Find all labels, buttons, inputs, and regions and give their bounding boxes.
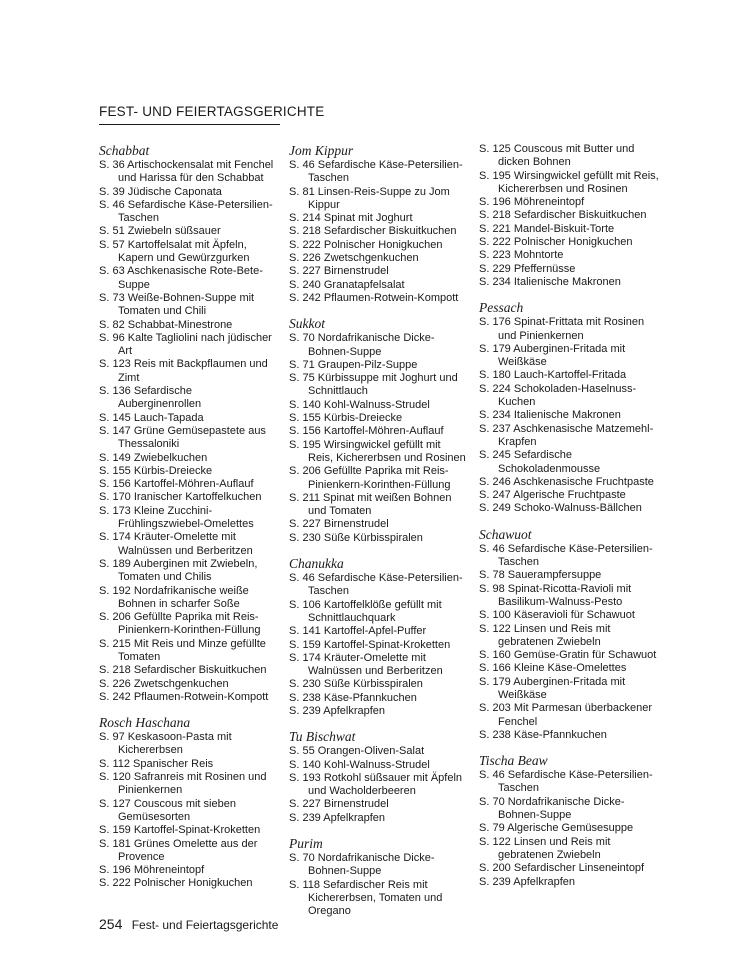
recipe-entry: S. 223 Mohntorte [479,249,564,262]
recipe-entry: S. 227 Birnenstrudel [289,265,389,278]
recipe-entry: S. 242 Pflaumen-Rotwein-Kompott [289,291,459,304]
recipe-entry: S. 206 Gefüllte Paprika mit Reis-Pinienkern-Korinthen-Füllung [289,465,451,491]
recipe-entry: S. 181 Grünes Omelette aus der Provence [99,837,258,863]
recipe-entry: S. 246 Aschkenasische Fruchtpaste [479,475,654,488]
recipe-entry: S. 234 Italienische Makronen [479,275,621,288]
recipe-entry: S. 174 Kräuter-Omelette mit Walnüssen und Berberitzen [289,651,443,678]
recipe-entry: S. 159 Kartoffel-Spinat-Kroketten [99,824,261,837]
recipe-entry: S. 123 Reis mit Backpflaumen und Zimt [99,358,268,384]
recipe-entry: S. 245 Sefardische Schokoladenmousse [479,449,601,475]
recipe-entry: S. 96 Kalte Tagliolini nach jüdischer Art [99,331,272,358]
recipe-entry: S. 222 Polnischer Honigkuchen [479,236,633,249]
recipe-entry: S. 189 Auberginen mit Zwiebeln, Tomaten und Chilis [99,557,258,584]
recipe-entry: S. 242 Pflaumen-Rotwein-Kompott [99,690,269,703]
section-title: Pessach [479,300,524,316]
holiday-section [289,556,467,718]
recipe-entry: S. 155 Kürbis-Dreiecke [289,412,403,425]
recipe-entry: S. 206 Gefüllte Paprika mit Reis-Pinienkern-Korinthen-Füllung [99,611,261,637]
recipe-entry: S. 106 Kartoffelklöße gefüllt mit Schnittlauchquark [289,598,442,624]
recipe-entry: S. 229 Pfeffernüsse [479,262,576,275]
recipe-entry: S. 238 Käse-Pfannkuchen [479,728,607,741]
recipe-entry: S. 46 Sefardische Käse-Petersilien-Taschen [99,198,273,225]
recipe-entry: S. 112 Spanischer Reis [99,757,214,770]
recipe-entry: S. 234 Italienische Makronen [479,409,621,422]
recipe-entry: S. 200 Sefardischer Linseneintopf [479,862,645,875]
recipe-entry: S. 70 Nordafrikanische Dicke-Bohnen-Suppe [289,852,435,878]
recipe-entry: S. 78 Sauerampfersuppe [479,569,602,582]
section-title: Tischa Beaw [479,753,548,769]
column-1 [99,143,277,902]
recipe-entry: S. 230 Süße Kürbisspiralen [289,678,423,691]
recipe-entry: S. 195 Wirsingwickel gefüllt mit Reis, Kichererbsen und Rosinen [289,438,466,464]
recipe-entry: S. 46 Sefardische Käse-Petersilien-Taschen [479,769,653,795]
recipe-entry: S. 227 Birnenstrudel [289,518,389,531]
recipe-entry: S. 147 Grüne Gemüsepastete aus Thessaloniki [99,424,266,451]
page-footer [99,916,278,932]
recipe-entry: S. 214 Spinat mit Joghurt [289,212,413,225]
column-2 [289,143,467,930]
recipe-entry: S. 211 Spinat mit weißen Bohnen und Tomaten [289,491,452,518]
recipe-entry: S. 63 Aschkenasische Rote-Bete-Suppe [99,265,263,291]
recipe-entry: S. 193 Rotkohl süßsauer mit Äpfeln und Wacholderbeeren [289,771,463,798]
holiday-section [99,143,277,704]
recipe-entry: S. 120 Safranreis mit Rosinen und Pinienkernen [99,771,267,797]
recipe-entry: S. 240 Granatapfelsalat [289,278,405,291]
recipe-entry: S. 160 Gemüse-Gratin für Schawuot [479,649,657,662]
recipe-entry: S. 57 Kartoffelsalat mit Äpfeln, Kapern und Gewürzgurken [99,238,250,265]
recipe-entry: S. 125 Couscous mit Butter und dicken Bohnen [479,143,635,169]
recipe-entry: S. 237 Aschkenasische Matzemehl-Krapfen [479,422,654,448]
page-number: 254 [99,916,123,932]
recipe-entry: S. 156 Kartoffel-Möhren-Auflauf [289,425,444,438]
recipe-entry: S. 179 Auberginen-Fritada mit Weißkäse [479,675,626,701]
recipe-entry: S. 79 Algerische Gemüsesuppe [479,822,634,835]
section-title: Schabbat [99,143,150,158]
recipe-entry: S. 98 Spinat-Ricotta-Ravioli mit Basilikum-Walnuss-Pesto [479,582,632,608]
recipe-entry: S. 155 Kürbis-Dreiecke [99,464,213,477]
recipe-entry: S. 227 Birnenstrudel [289,798,389,811]
section-title: Chanukka [289,556,344,572]
holiday-section [289,836,467,918]
recipe-entry: S. 36 Artischockensalat mit Fenchel und Harissa für den Schabbat [99,159,274,185]
recipe-entry: S. 70 Nordafrikanische Dicke-Bohnen-Suppe [479,795,625,822]
recipe-entry: S. 174 Kräuter-Omelette mit Walnüssen und Berberitzen [99,531,253,557]
heading-rule [99,124,280,125]
recipe-entry: S. 226 Zwetschgenkuchen [289,252,419,265]
recipe-entry: S. 179 Auberginen-Fritada mit Weißkäse [479,342,626,369]
recipe-entry: S. 195 Wirsingwickel gefüllt mit Reis, Kichererbsen und Rosinen [479,169,659,195]
recipe-entry: S. 218 Sefardischer Biskuitkuchen [99,664,267,677]
holiday-section [479,527,659,742]
recipe-entry: S. 238 Käse-Pfannkuchen [289,691,417,704]
recipe-entry: S. 247 Algerische Fruchtpaste [479,489,626,502]
recipe-entry: S. 215 Mit Reis und Minze gefüllte Tomaten [99,637,266,663]
recipe-entry: S. 140 Kohl-Walnuss-Strudel [289,398,430,411]
recipe-entry: S. 127 Couscous mit sieben Gemüsesorten [99,797,236,823]
page-heading: FEST- UND FEIERTAGSGERICHTE [99,104,325,119]
recipe-entry: S. 170 Iranischer Kartoffelkuchen [99,491,262,504]
section-title: Tu Bischwat [289,729,356,745]
recipe-entry: S. 39 Jüdische Caponata [99,185,222,198]
recipe-entry: S. 140 Kohl-Walnuss-Strudel [289,758,430,771]
recipe-entry: S. 230 Süße Kürbisspiralen [289,531,423,544]
recipe-entry: S. 73 Weiße-Bohnen-Suppe mit Tomaten und Chili [99,291,255,318]
recipe-entry: S. 196 Möhreneintopf [479,196,585,209]
recipe-entry: S. 192 Nordafrikanische weiße Bohnen in scharfer Soße [99,584,249,610]
recipe-entry: S. 100 Käseravioli für Schawuot [479,609,635,622]
recipe-entry: S. 218 Sefardischer Biskuitkuchen [289,225,457,238]
recipe-entry: S. 70 Nordafrikanische Dicke-Bohnen-Suppe [289,332,435,358]
recipe-entry: S. 122 Linsen und Reis mit gebratenen Zwiebeln [479,835,611,861]
holiday-section [479,143,659,289]
recipe-entry: S. 46 Sefardische Käse-Petersilien-Taschen [289,159,463,185]
recipe-entry: S. 46 Sefardische Käse-Petersilien-Taschen [479,542,653,569]
recipe-entry: S. 222 Polnischer Honigkuchen [99,877,253,890]
recipe-entry: S. 122 Linsen und Reis mit gebratenen Zwiebeln [479,622,611,648]
recipe-entry: S. 159 Kartoffel-Spinat-Kroketten [289,638,451,651]
recipe-entry: S. 166 Kleine Käse-Omelettes [479,662,627,675]
recipe-entry: S. 176 Spinat-Frittata mit Rosinen und Pinienkernen [479,316,645,342]
holiday-section [289,316,467,545]
recipe-entry: S. 203 Mit Parmesan überbackener Fenchel [479,702,653,728]
recipe-entry: S. 239 Apfelkrapfen [289,704,386,717]
recipe-entry: S. 118 Sefardischer Reis mit Kichererbsen, Tomaten und Oregano [289,878,443,918]
recipe-entry: S. 145 Lauch-Tapada [99,411,204,424]
recipe-entry: S. 218 Sefardischer Biskuitkuchen [479,209,647,222]
recipe-entry: S. 55 Orangen-Oliven-Salat [289,745,425,758]
recipe-entry: S. 249 Schoko-Walnuss-Bällchen [479,502,642,515]
recipe-entry: S. 196 Möhreneintopf [99,864,205,877]
section-title: Purim [289,836,323,852]
recipe-entry: S. 224 Schokoladen-Haselnuss-Kuchen [479,382,637,409]
section-title: Jom Kippur [289,143,354,158]
holiday-section [479,753,659,889]
recipe-entry: S. 180 Lauch-Kartoffel-Fritada [479,369,627,382]
recipe-entry: S. 51 Zwiebeln süßsauer [99,225,221,238]
recipe-entry: S. 239 Apfelkrapfen [289,811,386,824]
recipe-entry: S. 239 Apfelkrapfen [479,875,576,888]
recipe-entry: S. 82 Schabbat-Minestrone [99,318,233,331]
recipe-entry: S. 75 Kürbissuppe mit Joghurt und Schnittlauch [289,372,458,398]
holiday-section [289,729,467,825]
holiday-section [479,300,659,515]
recipe-entry: S. 81 Linsen-Reis-Suppe zu Jom Kippur [289,185,450,211]
recipe-entry: S. 46 Sefardische Käse-Petersilien-Taschen [289,572,463,598]
recipe-entry: S. 222 Polnischer Honigkuchen [289,238,443,251]
recipe-entry: S. 156 Kartoffel-Möhren-Auflauf [99,478,254,491]
holiday-section [99,715,277,891]
recipe-entry: S. 97 Keskasoon-Pasta mit Kichererbsen [99,731,232,757]
column-3 [479,143,659,900]
recipe-entry: S. 221 Mandel-Biskuit-Torte [479,222,615,235]
section-title: Sukkot [289,316,325,332]
holiday-section [289,143,467,305]
recipe-entry: S. 226 Zwetschgenkuchen [99,677,229,690]
section-title: Schawuot [479,526,532,542]
running-title: Fest- und Feiertagsgerichte [131,918,279,932]
section-title: Rosch Haschana [99,715,191,731]
recipe-entry: S. 71 Graupen-Pilz-Suppe [289,358,418,371]
recipe-entry: S. 136 Sefardische Auberginenrollen [99,385,202,411]
recipe-entry: S. 141 Kartoffel-Apfel-Puffer [289,625,427,638]
recipe-entry: S. 149 Zwiebelkuchen [99,451,208,464]
recipe-entry: S. 173 Kleine Zucchini-Frühlingszwiebel-Omelettes [99,504,254,531]
